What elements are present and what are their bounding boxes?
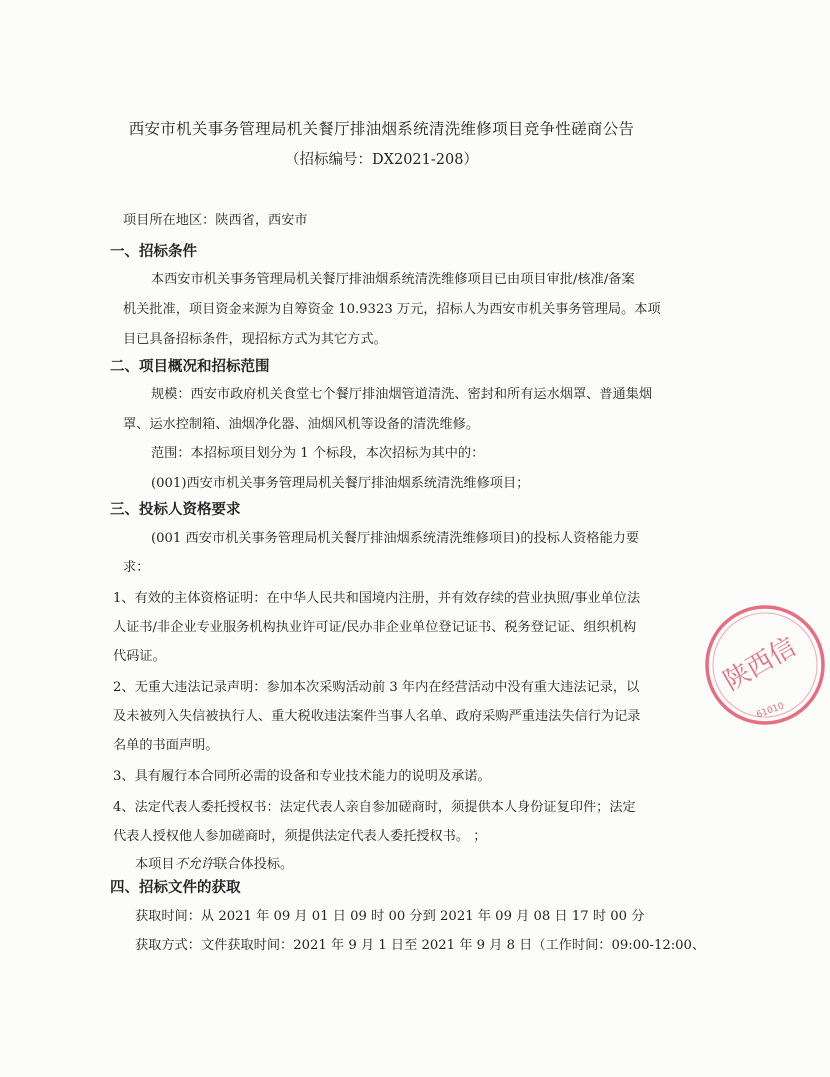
section2-line-4: (001)西安市机关事务管理局机关餐厅排油烟系统清洗维修项目；: [151, 476, 530, 491]
section-heading-3: 三、投标人资格要求: [110, 502, 241, 518]
section1-line-1: 本西安市机关事务管理局机关餐厅排油烟系统清洗维修项目已由项目审批/核准/备案: [151, 272, 635, 287]
section3-line-3: 1、有效的主体资格证明：在中华人民共和国境内注册，并有效存续的营业执照/事业单位法: [113, 591, 641, 606]
section4-line-2: 获取方式：文件获取时间：2021 年 9 月 1 日至 2021 年 9 月 8 日（工作时间：09:00-12:00、: [135, 938, 706, 953]
section-heading-1: 一、招标条件: [110, 244, 197, 260]
section3-line-6: 2、无重大违法记录声明：参加本次采购活动前 3 年内在经营活动中没有重大违法记录，以: [113, 680, 640, 695]
section3-line-10: 4、法定代表人委托授权书：法定代表人亲自参加磋商时，须提供本人身份证复印件；法定: [113, 800, 636, 815]
consortium-before: 本项目: [135, 857, 175, 872]
section3-line-2: 求：: [123, 560, 150, 575]
svg-text:陕西信: 陕西信: [718, 631, 802, 697]
section4-line-1: 获取时间：从 2021 年 09 月 01 日 09 时 00 分到 2021 年 09 月 08 日 17 时 00 分: [135, 909, 645, 924]
consortium-after: 联合体投标。: [214, 857, 294, 872]
section-heading-2: 二、项目概况和招标范围: [110, 359, 270, 375]
section2-line-1: 规模：西安市政府机关食堂七个餐厅排油烟管道清洗、密封和所有运水烟罩、普通集烟: [151, 387, 653, 402]
section3-line-8: 名单的书面声明。: [113, 738, 219, 753]
svg-text:61010: 61010: [755, 701, 786, 721]
section3-line-11: 代表人授权他人参加磋商时，须提供法定代表人委托授权书。 ；: [113, 829, 487, 844]
section-heading-4: 四、招标文件的获取: [110, 880, 241, 896]
consortium-italic: 不允许: [174, 857, 215, 872]
section2-line-2: 罩、运水控制箱、油烟净化器、油烟风机等设备的清洗维修。: [123, 417, 480, 432]
project-location: 项目所在地区：陕西省，西安市: [123, 213, 308, 228]
tender-number: （招标编号：DX2021-208）: [285, 152, 478, 168]
consortium-line: [135, 853, 293, 872]
section3-line-9: 3、具有履行本合同所必需的设备和专业技术能力的说明及承诺。: [113, 769, 491, 784]
document-title: 西安市机关事务管理局机关餐厅排油烟系统清洗维修项目竞争性磋商公告: [128, 120, 635, 138]
section3-line-5: 代码证。: [113, 649, 166, 664]
official-seal-icon: [700, 600, 830, 730]
section3-line-7: 及未被列入失信被执行人、重大税收违法案件当事人名单、政府采购严重违法失信行为记录: [113, 709, 641, 724]
section1-line-3: 目已具备招标条件，现招标方式为其它方式。: [123, 332, 387, 347]
section3-line-1: (001 西安市机关事务管理局机关餐厅排油烟系统清洗维修项目)的投标人资格能力要: [151, 531, 640, 546]
section1-line-2: 机关批准，项目资金来源为自筹资金 10.9323 万元，招标人为西安市机关事务管理局。本项: [123, 302, 661, 317]
section3-line-4: 人证书/非企业专业服务机构执业许可证/民办非企业单位登记证书、税务登记证、组织机构: [113, 620, 637, 635]
section2-line-3: 范围：本招标项目划分为 1 个标段，本次招标为其中的：: [151, 446, 485, 461]
